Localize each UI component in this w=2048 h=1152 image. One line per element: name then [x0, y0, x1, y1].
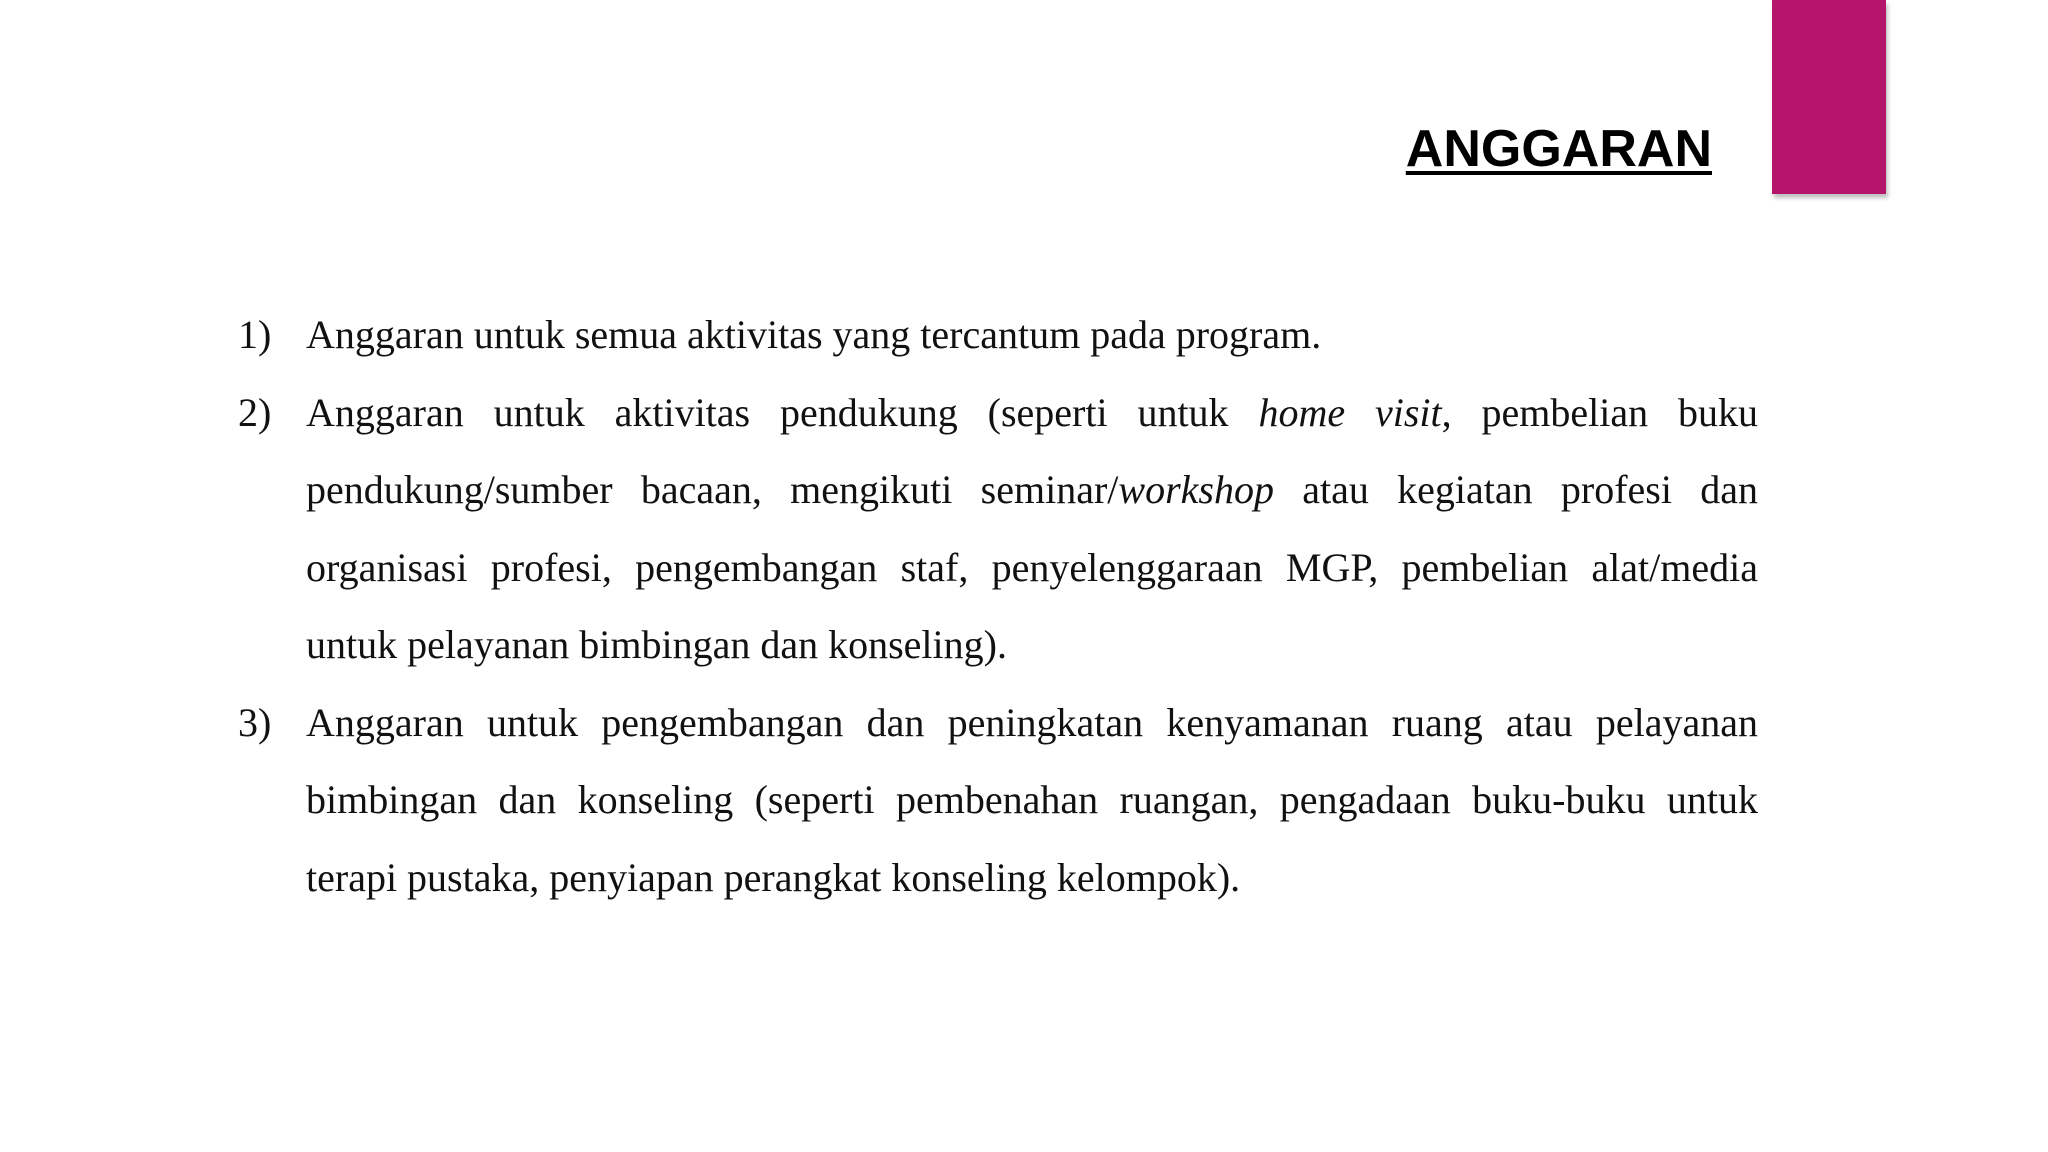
- list-item-text: [306, 296, 1758, 374]
- list-item-1: [238, 296, 1758, 374]
- italic-term: home visit: [1258, 389, 1442, 435]
- list-item-number: 2): [238, 389, 272, 435]
- list-item-2: [238, 374, 1758, 684]
- budget-list: [238, 296, 1758, 916]
- list-item-number: 3): [238, 699, 272, 745]
- text-segment: , pembelian buku pendukung/sumber bacaan, mengikuti seminar/: [306, 389, 1758, 512]
- list-item-text: [306, 684, 1758, 917]
- list-item-number: 1): [238, 312, 272, 357]
- text-segment: Anggaran untuk semua aktivitas yang tercantum pada program.: [306, 312, 1322, 357]
- text-segment: Anggaran untuk aktivitas pendukung (seperti untuk: [306, 389, 1259, 435]
- accent-bar: [1772, 0, 1886, 194]
- italic-term: workshop: [1118, 467, 1274, 512]
- list-item-text: [306, 374, 1758, 684]
- text-segment: atau kegiatan profesi dan organisasi profesi, pengembangan staf, penyelenggaraan MGP, pembelian alat/media untuk pelayanan bimbingan dan konseling).: [306, 467, 1759, 667]
- slide-title: ANGGARAN: [1405, 120, 1712, 178]
- text-segment: Anggaran untuk pengembangan dan peningkatan kenyamanan ruang atau pelayanan bimbingan dan konseling (seperti pembenahan ruangan, pengadaan buku-buku untuk terapi pustaka, penyiapan perangkat konseling kelompok).: [306, 699, 1758, 900]
- list-item-3: [238, 684, 1758, 917]
